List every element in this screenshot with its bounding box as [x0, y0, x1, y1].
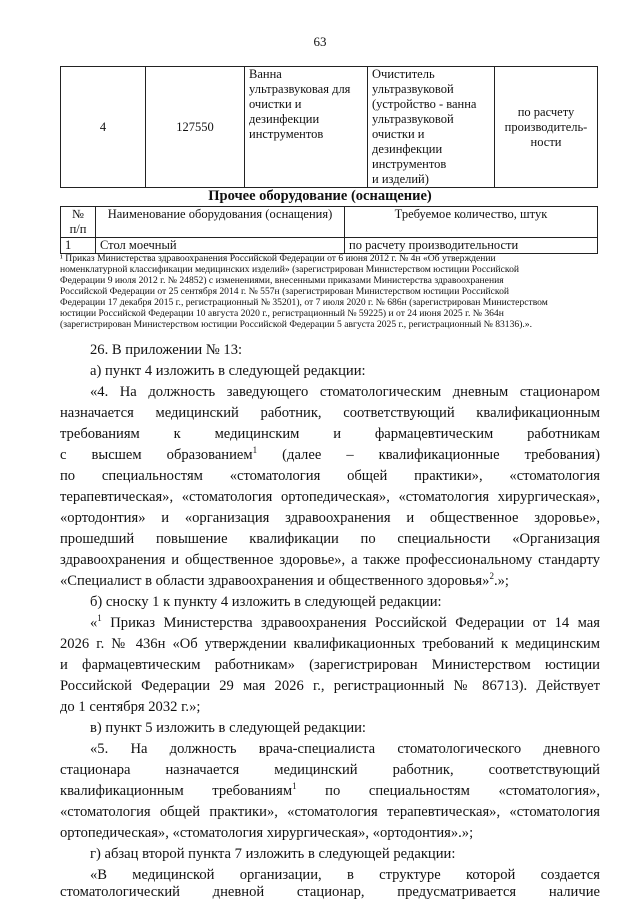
header-number-line: п/п — [69, 222, 87, 236]
footnote-line: номенклатурной классификации медицинских изделий» (зарегистрирован Министерством юстиции Российской — [60, 264, 520, 275]
footnote-ref: 2 — [489, 571, 494, 582]
body-line: до 1 сентября 2032 г.»; — [60, 699, 201, 715]
body-line — [60, 445, 600, 466]
footnote-line: ¹ Приказ Министерства здравоохранения Российской Федерации от 6 июня 2012 г. № 4н «Об утверждении — [60, 253, 496, 264]
body-line: по специальностям «стоматология общей практики», «стоматология — [60, 468, 600, 484]
body-line: г) абзац второй пункта 7 изложить в следующей редакции: — [90, 846, 456, 862]
body-line: ортопедическая», «стоматология хирургическая», «ортодонтия».»; — [60, 825, 474, 841]
body-line: «ортодонтия» и «организация здравоохранения и общественное здоровье», — [60, 510, 600, 526]
row-description — [368, 67, 495, 188]
footnote-ref: 1 — [97, 613, 102, 624]
header-number — [61, 207, 96, 238]
row-description-line: и изделий) — [372, 172, 429, 186]
row-description-line: инструментов — [372, 157, 447, 171]
footnote-ref: 1 — [292, 781, 297, 792]
row-name-line: очистки и — [249, 97, 302, 111]
footnote-ref: 1 — [252, 445, 258, 456]
footnote-line: (зарегистрирован Министерством юстиции Российской Федерации 5 августа 2025 г., регистрационный № 83136).». — [60, 319, 532, 330]
body-text: (далее – квалификационные требования) — [257, 447, 600, 463]
row-description-line: (устройство - ванна — [372, 97, 477, 111]
row-number: 1 — [61, 238, 96, 254]
row-name-line: Ванна — [249, 67, 282, 81]
footnote-line: юстиции Российской Федерации 10 августа 2020 г., регистрационный № 59225) и от 24 июня 2025 г. № 364н — [60, 308, 504, 319]
body-line: 2026 г. № 436н «Об утверждении квалификационных требований к медицинским — [60, 636, 600, 652]
table-row — [61, 67, 598, 188]
table-header-row — [61, 207, 598, 238]
body-line: стоматологический дневной стационар, предусматривается наличие — [60, 884, 600, 900]
body-line: здравоохранения и общественное здоровье», а также профессиональному стандарту — [60, 552, 600, 568]
body-line: Российской Федерации 29 мая 2026 г., регистрационный № 86713). Действует — [60, 678, 600, 694]
row-quantity-line: производитель- — [504, 119, 588, 134]
row-description-line: дезинфекции — [372, 142, 443, 156]
row-name: Стол моечный — [96, 238, 345, 254]
body-line: «В медицинской организации, в структуре которой создается — [90, 867, 600, 883]
section-title: Прочее оборудование (оснащение) — [208, 188, 432, 204]
table-row — [61, 238, 598, 254]
row-quantity — [495, 67, 598, 188]
body-line: «5. На должность врача-специалиста стоматологического дневного — [90, 741, 600, 757]
row-code: 127550 — [146, 67, 245, 188]
body-line: «стоматология общей практики», «стоматология терапевтическая», «стоматология — [60, 804, 600, 820]
row-quantity-line: по расчету — [517, 104, 575, 119]
body-line: прошедший повышение квалификации по специальности «Организация — [60, 531, 600, 547]
body-line: 26. В приложении № 13: — [90, 342, 243, 358]
body-line: в) пункт 5 изложить в следующей редакции: — [90, 720, 366, 736]
footnote-line: Федерации 9 июля 2012 г. № 24852) с изменениями, внесенными приказами Министерства здравоохранения — [60, 275, 504, 286]
row-description-line: Очиститель — [372, 67, 435, 81]
row-number: 4 — [61, 67, 146, 188]
body-line: «4. На должность заведующего стоматологическим дневным стационаром — [90, 384, 600, 400]
body-line: б) сноску 1 к пункту 4 изложить в следующей редакции: — [90, 594, 442, 610]
row-name-line: дезинфекции — [249, 112, 320, 126]
body-text: Приказ Министерства здравоохранения Российской Федерации от 14 мая — [101, 615, 600, 631]
row-description-line: ультразвуковой — [372, 82, 454, 96]
body-text: по специальностям «стоматология», — [296, 783, 600, 799]
header-number-line: № — [72, 207, 84, 221]
body-line: требованиям к медицинским и фармацевтическим работникам — [60, 426, 600, 442]
other-equipment-table — [60, 206, 598, 254]
page-number: 63 — [313, 34, 327, 49]
body-line: терапевтическая», «стоматология ортопедическая», «стоматология хирургическая», — [60, 489, 600, 505]
body-line — [60, 571, 600, 592]
body-text: .»; — [493, 573, 509, 589]
body-line — [90, 613, 600, 634]
footnote-line: Российской Федерации от 25 сентября 2014 г. № 557н (зарегистрирован Министерством юстиции Российской — [60, 286, 510, 297]
row-description-line: ультразвуковой — [372, 112, 454, 126]
body-line: а) пункт 4 изложить в следующей редакции: — [90, 363, 366, 379]
body-text: « — [90, 615, 98, 631]
row-quantity: по расчету производительности — [345, 238, 598, 254]
body-line — [60, 781, 600, 802]
row-quantity-line: ности — [530, 134, 562, 149]
body-line: и фармацевтическим работникам» (зарегистрирован Министерством юстиции — [60, 657, 600, 673]
equipment-table-continued — [60, 66, 598, 188]
body-text: квалификационным требованиям — [60, 783, 293, 799]
body-line: стационара назначается медицинский работник, соответствующий — [60, 762, 600, 778]
row-name — [245, 67, 368, 188]
header-name: Наименование оборудования (оснащения) — [96, 207, 345, 238]
row-name-line: инструментов — [249, 127, 324, 141]
row-name-line: ультразвуковая для — [249, 82, 351, 96]
body-text: «Специалист в области здравоохранения и общественного здоровья» — [60, 573, 490, 589]
header-quantity: Требуемое количество, штук — [345, 207, 598, 238]
footnote-line: Федерации 17 декабря 2015 г., регистрационный № 35201), от 7 июля 2020 г. № 686н (зарегистрирован Министерством — [60, 297, 548, 308]
body-line: назначается медицинский работник, соответствующий квалификационным — [60, 405, 600, 421]
body-text: с высшем образованием — [60, 447, 253, 463]
row-description-line: очистки и — [372, 127, 425, 141]
